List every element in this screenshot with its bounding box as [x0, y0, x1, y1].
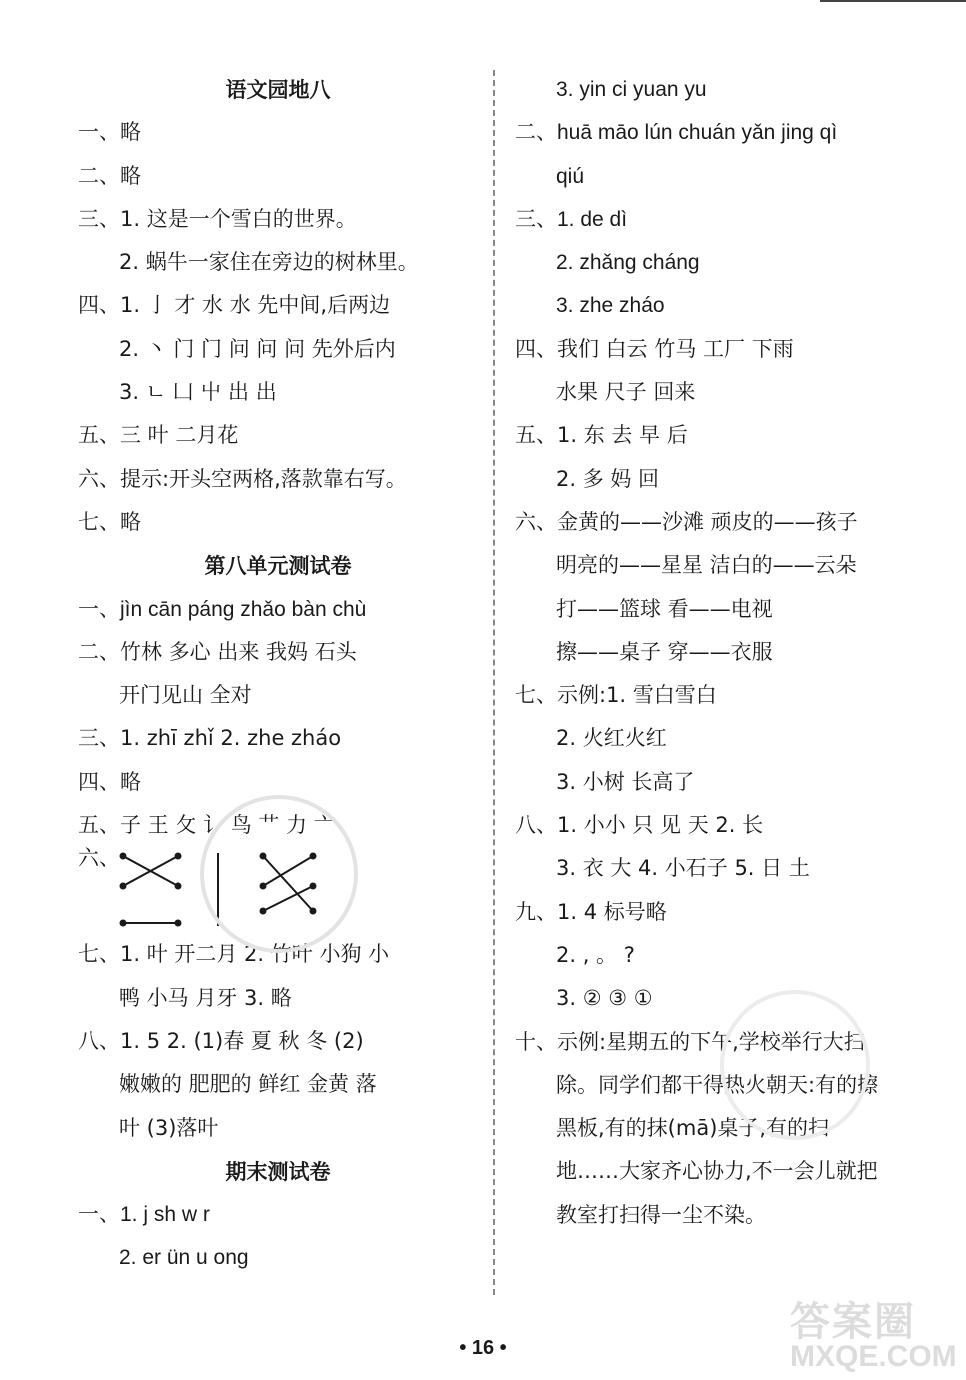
answer-line: 五、三 叶 二月花 — [78, 423, 239, 448]
answer-line: 四、略 — [78, 769, 141, 794]
answer-line: 3. ② ③ ① — [556, 986, 653, 1011]
answer-line: 3. 衣 大 4. 小石子 5. 日 土 — [556, 856, 810, 881]
column-divider — [493, 70, 495, 1295]
answer-line: 2. , 。 ? — [556, 942, 635, 967]
answer-line: 3. ㄴ 凵 屮 出 出 — [119, 380, 277, 405]
top-rule — [820, 0, 966, 2]
answer-line: 五、1. 东 去 早 后 — [515, 423, 688, 448]
watermark-domain: MXQE.COM — [790, 1340, 957, 1373]
answer-line: 九、1. 4 标号略 — [515, 899, 667, 924]
left-column — [78, 68, 478, 1280]
answer-line: 3. zhe zháo — [556, 294, 665, 318]
section-title-unit8-test: 第八单元测试卷 — [204, 553, 352, 579]
answer-line: 开门见山 全对 — [119, 683, 252, 708]
answer-line: 八、1. 小小 只 见 天 2. 长 — [515, 813, 764, 838]
answer-line: 三、1. 这是一个雪白的世界。 — [78, 206, 357, 231]
section-title-yuwenyuandi: 语文园地八 — [225, 77, 331, 102]
answer-line: 一、略 — [78, 120, 141, 145]
answer-line: 3. yin ci yuan yu — [556, 78, 707, 101]
answer-line: 叶 (3)落叶 — [119, 1115, 219, 1140]
answer-line: 三、1. de dì — [515, 207, 628, 231]
answer-line: 2. zhǎng cháng — [556, 251, 700, 275]
answer-line: 2. 火红火红 — [556, 726, 667, 751]
answer-line: 六、提示:开头空两格,落款靠右写。 — [78, 466, 407, 491]
page-number: • 16 • — [459, 1337, 507, 1359]
answer-line: 打——篮球 看——电视 — [556, 596, 773, 621]
answer-line: 六、金黄的——沙滩 顽皮的——孩子 — [515, 509, 858, 534]
answer-line: 2. 丶 门 门 问 问 问 先外后内 — [119, 336, 396, 361]
answer-line: 七、1. 叶 开二月 2. 竹叶 小狗 小 — [78, 942, 390, 967]
answer-label: 六、 — [78, 846, 120, 871]
answer-line: 嫩嫩的 肥肥的 鲜红 金黄 落 — [119, 1072, 377, 1097]
answer-line: 教室打扫得一尘不染。 — [556, 1202, 766, 1227]
answer-line: 三、1. zhī zhǐ 2. zhe zháo — [78, 726, 342, 751]
answer-line: qiú — [556, 164, 585, 188]
answer-line: 八、1. 5 2. (1)春 夏 秋 冬 (2) — [78, 1028, 364, 1053]
answer-line: 二、竹林 多心 出来 我妈 石头 — [78, 639, 357, 664]
answer-line: 地……大家齐心协力,不一会儿就把 — [556, 1159, 878, 1184]
answer-line: 二、huā māo lún chuán yǎn jing qì — [515, 121, 838, 145]
answer-line: 二、略 — [78, 163, 141, 188]
watermark-stamp — [200, 795, 358, 953]
answer-line: 2. 多 妈 回 — [556, 466, 660, 491]
answer-line: 擦——桌子 穿——衣服 — [556, 639, 773, 664]
answer-line: 四、1. 亅 才 水 水 先中间,后两边 — [78, 293, 391, 318]
answer-line: 明亮的——星星 洁白的——云朵 — [556, 553, 857, 578]
watermark-stamp — [720, 990, 870, 1140]
answer-line: 黑板,有的抹(mā)桌子,有的扫 — [556, 1116, 830, 1141]
answer-line: 2. 蜗牛一家住在旁边的树林里。 — [119, 250, 419, 275]
answer-line: 水果 尺子 回来 — [556, 380, 696, 405]
answer-line: 一、1. j sh w r — [78, 1203, 210, 1227]
answer-line: 3. 小树 长高了 — [556, 769, 695, 794]
answer-line: 十、示例:星期五的下午,学校举行大扫 — [515, 1029, 865, 1054]
answer-line: 除。同学们都干得热火朝天:有的擦 — [556, 1072, 879, 1097]
answer-line: 五、子 王 攵 讠 鸟 艹 力 亠 — [78, 813, 335, 838]
answer-line: 一、jìn cān páng zhǎo bàn chù — [78, 597, 367, 621]
answer-line: 鸭 小马 月牙 3. 略 — [119, 985, 292, 1010]
answer-line: 七、略 — [78, 509, 141, 534]
answer-line: 四、我们 白云 竹马 工厂 下雨 — [515, 336, 794, 361]
watermark-logo: 答案圈 — [790, 1300, 916, 1344]
answer-line: 七、示例:1. 雪白雪白 — [515, 683, 717, 708]
section-title-final-test: 期末测试卷 — [225, 1158, 331, 1184]
answer-line: 2. er ün u ong — [119, 1246, 249, 1270]
